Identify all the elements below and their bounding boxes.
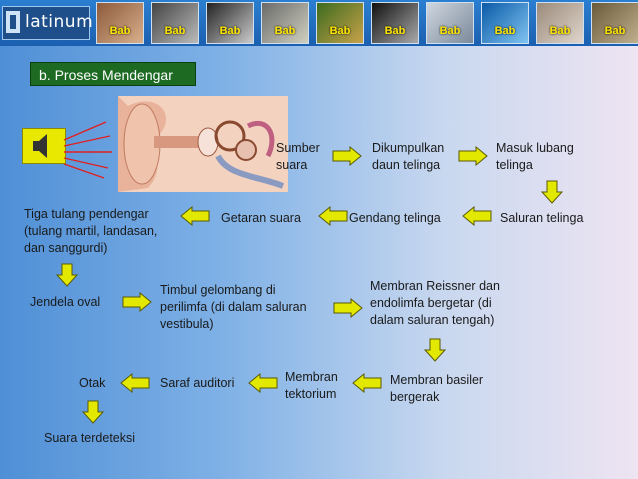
step-saraf-auditori: Saraf auditori	[160, 376, 235, 390]
arrow-right-icon	[332, 146, 362, 166]
nav-item-bab-5[interactable]: Bab	[316, 2, 364, 44]
nav-item-bab-2[interactable]: Bab	[151, 2, 199, 44]
logo-mark-icon	[6, 11, 20, 33]
arrow-down-icon	[82, 400, 104, 424]
speaker-icon[interactable]	[22, 128, 66, 164]
arrow-left-icon	[180, 206, 210, 226]
logo-text: latinum	[25, 12, 94, 32]
step-timbul-gelombang: Timbul gelombang di perilimfa (di dalam saluran vestibula)	[160, 283, 307, 331]
step-jendela-oval: Jendela oval	[30, 295, 101, 309]
arrow-left-icon	[248, 373, 278, 393]
nav-item-bab-7[interactable]: Bab	[426, 2, 474, 44]
nav-item-bab-10[interactable]: Bab	[591, 2, 638, 44]
step-suara-terdeteksi: Suara terdeteksi	[44, 431, 136, 445]
arrow-down-icon	[56, 263, 78, 287]
arrow-right-icon	[333, 298, 363, 318]
step-saluran-telinga: Saluran telinga	[500, 211, 584, 225]
step-membran-reissner: Membran Reissner dan endolimfa bergetar (di dalam saluran tengah)	[370, 279, 500, 327]
step-gendang-telinga: Gendang telinga	[349, 211, 441, 225]
ear-anatomy-illustration	[118, 96, 288, 192]
step-membran-tektorium: Membran tektorium	[285, 370, 338, 401]
sound-wave-lines-icon	[62, 118, 120, 182]
step-getaran-suara: Getaran suara	[221, 211, 301, 225]
arrow-down-icon	[424, 338, 446, 362]
nav-item-bab-6[interactable]: Bab	[371, 2, 419, 44]
top-navigation-bar	[0, 0, 638, 46]
arrow-right-icon	[458, 146, 488, 166]
step-membran-basiler: Membran basiler bergerak	[390, 373, 484, 404]
arrow-left-icon	[462, 206, 492, 226]
step-tiga-tulang-pendengar: Tiga tulang pendengar (tulang martil, landasan, dan sanggurdi)	[24, 207, 158, 255]
step-dikumpulkan-daun-telinga: Dikumpulkan daun telinga	[372, 141, 445, 172]
arrow-right-icon	[122, 292, 152, 312]
nav-item-bab-4[interactable]: Bab	[261, 2, 309, 44]
arrow-left-icon	[352, 373, 382, 393]
nav-item-bab-1[interactable]: Bab	[96, 2, 144, 44]
arrow-left-icon	[120, 373, 150, 393]
arrow-down-icon	[541, 180, 563, 204]
step-otak: Otak	[79, 376, 106, 390]
slide-title: b. Proses Mendengar	[30, 62, 196, 86]
step-sumber-suara: Sumber suara	[276, 141, 320, 172]
arrow-left-icon	[318, 206, 348, 226]
step-masuk-lubang-telinga: Masuk lubang telinga	[496, 141, 574, 172]
latinum-logo[interactable]	[2, 6, 94, 40]
nav-item-bab-9[interactable]: Bab	[536, 2, 584, 44]
nav-item-bab-8[interactable]: Bab	[481, 2, 529, 44]
nav-item-bab-3[interactable]: Bab	[206, 2, 254, 44]
